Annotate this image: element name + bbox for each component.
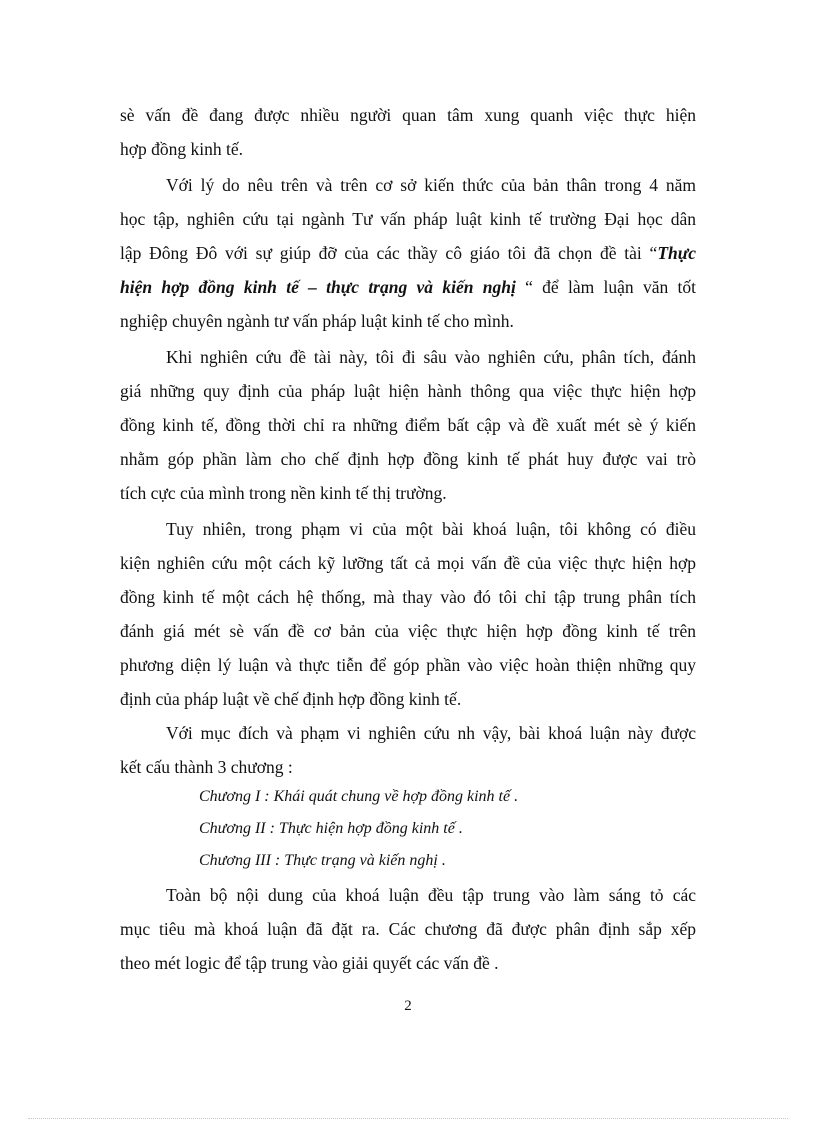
text-line: phương diện lý luận và thực tiễn để góp phần vào việc hoàn thiện những quy [120,655,696,675]
text-line: Với lý do nêu trên và trên cơ sở kiến thức của bản thân trong 4 năm [166,175,696,195]
text-line: tích cực của mình trong nền kinh tế thị trường. [120,483,447,503]
text-line: đánh giá mét sè vấn đề cơ bản của việc thực hiện hợp đồng kinh tế trên [120,621,696,641]
page-number: 2 [404,998,412,1014]
text-line: giá những quy định của pháp luật hiện hành thông qua việc thực hiện hợp [120,381,696,401]
text-line: Toàn bộ nội dung của khoá luận đều tập trung vào làm sáng tỏ các [166,885,696,905]
page-bottom-divider [28,1118,788,1119]
chapter-item: Chương I : Khái quát chung về hợp đồng kinh tế . [199,788,519,805]
text-line: nghiệp chuyên ngành tư vấn pháp luật kinh tế cho mình. [120,311,514,331]
text-line: đồng kinh tế một cách hệ thống, mà thay vào đó tôi chỉ tập trung phân tích [120,587,696,607]
text-line: Với mục đích và phạm vi nghiên cứu nh vậy, bài khoá luận này được [166,723,696,743]
text-line: nhằm góp phần làm cho chế định hợp đồng kinh tế phát huy được vai trò [120,449,696,469]
text-run: “ để làm luận văn tốt [515,277,696,297]
chapter-item: Chương III : Thực trạng và kiến nghị . [199,852,446,869]
chapter-item: Chương II : Thực hiện hợp đồng kinh tế . [199,820,463,837]
text-line: kiện nghiên cứu một cách kỹ lưỡng tất cả mọi vấn đề của việc thực hiện hợp [120,553,696,573]
text-line: theo mét logic để tập trung vào giải quyết các vấn đề . [120,953,499,973]
text-line: đồng kinh tế, đồng thời chỉ ra những điểm bất cập và đề xuất mét sè ý kiến [120,415,696,435]
text-line: Khi nghiên cứu đề tài này, tôi đi sâu vào nghiên cứu, phân tích, đánh [166,347,696,367]
text-line: kết cấu thành 3 chương : [120,757,293,777]
text-run: lập Đông Đô với sự giúp đỡ của các thầy cô giáo tôi đã chọn đề tài “ [120,243,658,263]
text-line [120,236,696,270]
text-line: hợp đồng kinh tế. [120,139,243,159]
thesis-title-part: Thực [657,243,696,263]
thesis-title-part: hiện hợp đồng kinh tế – thực trạng và kiến nghị [120,277,516,297]
text-line: định của pháp luật về chế định hợp đồng kinh tế. [120,689,462,709]
text-line [120,270,696,304]
text-line: mục tiêu mà khoá luận đã đặt ra. Các chương đã được phân định sắp xếp [120,919,696,939]
text-line: sè vấn đề đang được nhiều người quan tâm xung quanh việc thực hiện [120,105,696,125]
text-line: Tuy nhiên, trong phạm vi của một bài khoá luận, tôi không có điều [166,519,696,539]
text-line: học tập, nghiên cứu tại ngành Tư vấn pháp luật kinh tế trường Đại học dân [120,209,696,229]
